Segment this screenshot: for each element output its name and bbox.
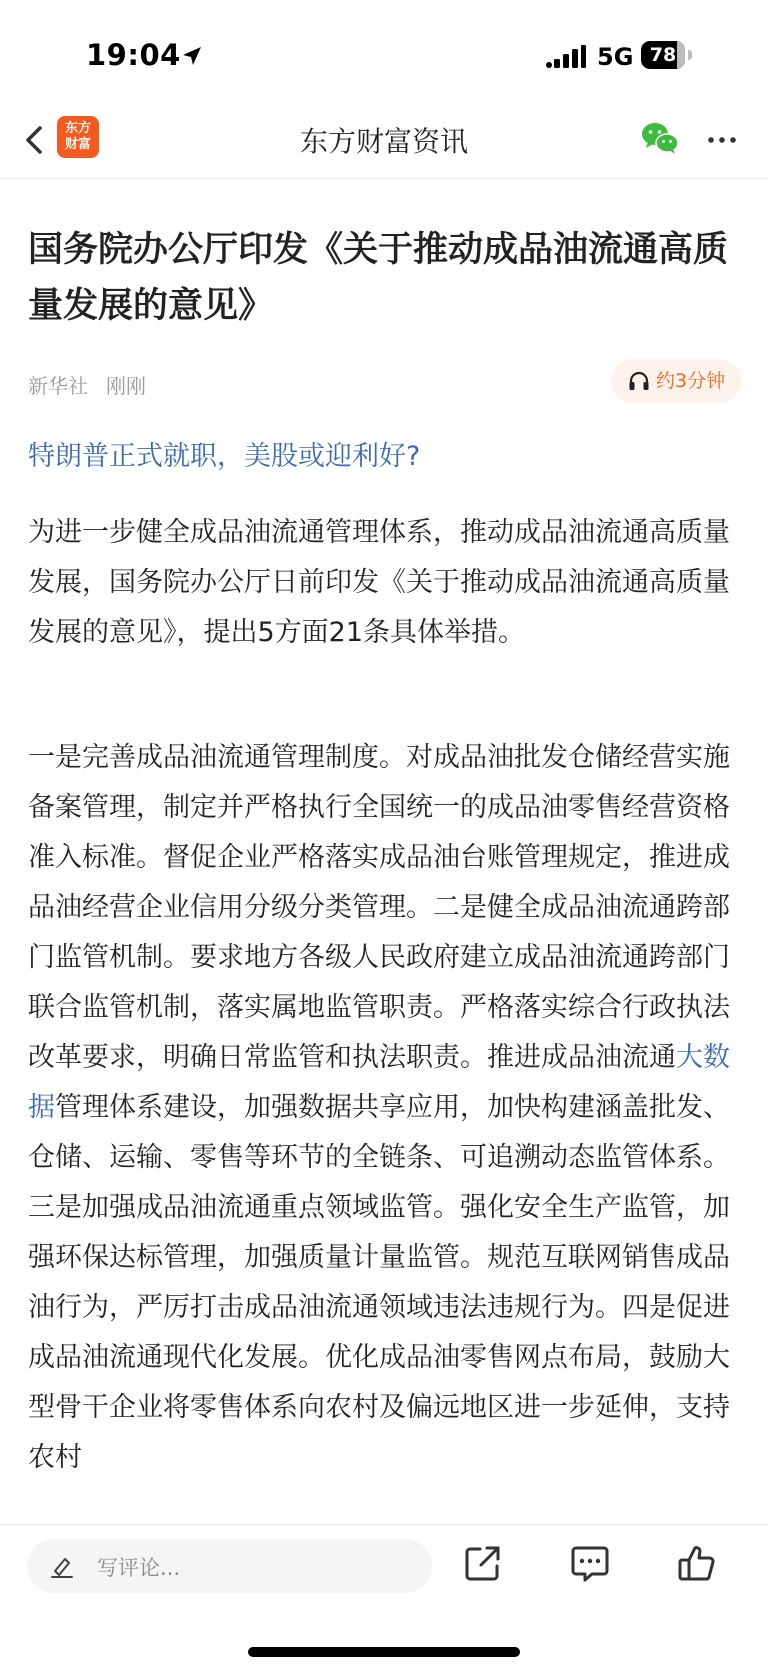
- wechat-icon[interactable]: [640, 118, 680, 158]
- location-arrow-icon: [180, 44, 204, 68]
- logo-line2: 财富: [64, 137, 91, 152]
- article-meta: [28, 370, 146, 399]
- promo-link[interactable]: 特朗普正式就职，美股或迎利好?: [28, 441, 421, 472]
- comment-input[interactable]: [27, 1539, 432, 1593]
- article-headline: 国务院办公厅印发《关于推动成品油流通高质量发展的意见》: [28, 230, 729, 326]
- article-time: 刚刚: [106, 374, 146, 398]
- battery-level: 78: [649, 44, 677, 66]
- paragraph-2-text-b: 管理体系建设，加强数据共享应用，加快构建涵盖批发、仓储、运输、零售等环节的全链条、可追溯动态监管体系。三是加强成品油流通重点领域监管。强化安全生产监管，加强环保达标管理，加强质量计量监管。规范互联网销售成品油行为，严厉打击成品油流通领域违法违规行为。四是促进成品油流通现代化发展。优化成品油零售网点布局，鼓励大型骨干企业将零售体系向农村及偏远地区进一步延伸，支持农村: [28, 1092, 730, 1473]
- listen-button[interactable]: [611, 359, 741, 403]
- headphones-icon: [628, 371, 650, 391]
- article-paragraph-2: [28, 733, 742, 1483]
- like-icon[interactable]: [677, 1543, 717, 1583]
- keyword-link-bigdata[interactable]: 大数据: [28, 1042, 730, 1123]
- share-icon[interactable]: [463, 1543, 503, 1583]
- listen-duration: 约3分钟: [656, 370, 726, 392]
- status-bar: [0, 0, 768, 100]
- home-indicator: [248, 1647, 520, 1657]
- edit-icon: [49, 1553, 75, 1579]
- paragraph-2-text-a: 一是完善成品油流通管理制度。对成品油批发仓储经营实施备案管理，制定并严格执行全国统一的成品油零售经营资格准入标准。督促企业严格落实成品油台账管理规定，推进成品油经营企业信用分级分类管理。二是健全成品油流通跨部门监管机制。要求地方各级人民政府建立成品油流通跨部门联合监管机制，落实属地监管职责。严格落实综合行政执法改革要求，明确日常监管和执法职责。推进成品油流通: [28, 742, 730, 1073]
- battery-indicator: [641, 41, 685, 69]
- article-paragraph-1: 为进一步健全成品油流通管理体系，推动成品油流通高质量发展，国务院办公厅日前印发《关于推动成品油流通高质量发展的意见》，提出5方面21条具体举措。: [28, 517, 730, 648]
- signal-icon: [545, 44, 587, 70]
- nav-bar: [0, 100, 768, 179]
- status-time: 19:04: [86, 38, 181, 72]
- comment-icon[interactable]: [570, 1543, 610, 1583]
- network-type: 5G: [597, 43, 634, 71]
- battery-tip: [688, 50, 692, 60]
- page-title: 东方财富资讯: [299, 125, 468, 158]
- bottom-action-bar: [0, 1524, 768, 1670]
- comment-placeholder: 写评论...: [97, 1556, 181, 1580]
- logo-line1: 东方: [64, 121, 91, 136]
- article-source: 新华社: [28, 374, 88, 398]
- more-icon[interactable]: [706, 124, 738, 156]
